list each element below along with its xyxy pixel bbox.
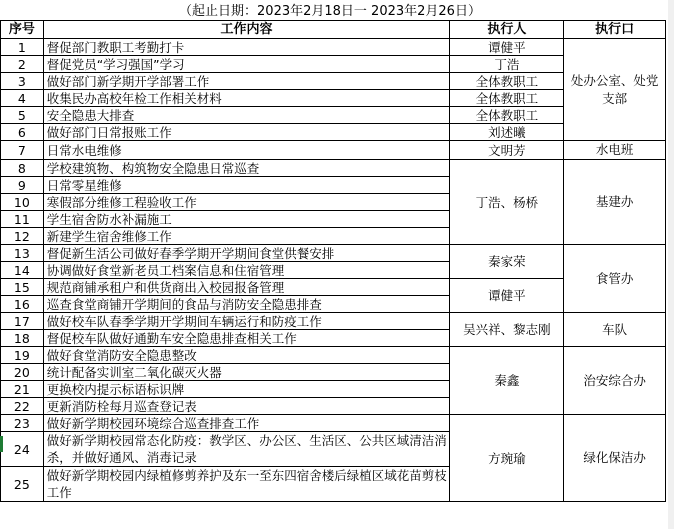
cell-exec[interactable]: 文明芳: [450, 141, 564, 160]
cell-exec[interactable]: 方琬瑜: [450, 415, 564, 502]
cell-seq[interactable]: 21: [1, 381, 44, 398]
cell-task[interactable]: 协调做好食堂新老员工档案信息和住宿管理: [43, 262, 450, 279]
cell-seq[interactable]: 3: [1, 73, 44, 90]
cell-exec[interactable]: 丁浩: [450, 56, 564, 73]
cell-seq[interactable]: 1: [1, 39, 44, 56]
cell-task[interactable]: 督促党员“学习强国”学习: [43, 56, 450, 73]
header-row: [1, 21, 666, 39]
cell-seq[interactable]: 22: [1, 398, 44, 415]
cell-exec[interactable]: 秦鑫: [450, 347, 564, 415]
cell-exec[interactable]: 全体教职工: [450, 107, 564, 124]
cell-exec[interactable]: 谭健平: [450, 279, 564, 313]
table-row: [1, 141, 666, 160]
table-row: [1, 245, 666, 262]
selected-row-marker: [0, 436, 3, 452]
cell-seq[interactable]: 25: [1, 467, 44, 502]
cell-task[interactable]: 更新消防栓每月巡查登记表: [43, 398, 450, 415]
cell-seq[interactable]: 24: [1, 432, 44, 467]
cell-task[interactable]: 做好新学期校园环境综合巡查排查工作: [43, 415, 450, 432]
cell-seq[interactable]: 6: [1, 124, 44, 141]
cell-seq[interactable]: 15: [1, 279, 44, 296]
cell-seq[interactable]: 20: [1, 364, 44, 381]
cell-task[interactable]: 规范商铺承租户和供货商出入校园报备管理: [43, 279, 450, 296]
cell-exec[interactable]: 全体教职工: [450, 90, 564, 107]
cell-exec[interactable]: 刘述曦: [450, 124, 564, 141]
cell-seq[interactable]: 11: [1, 211, 44, 228]
cell-unit[interactable]: 车队: [564, 313, 666, 347]
cell-exec[interactable]: 谭健平: [450, 39, 564, 56]
cell-task[interactable]: 督促部门教职工考勤打卡: [43, 39, 450, 56]
cell-seq[interactable]: 9: [1, 177, 44, 194]
cell-seq[interactable]: 4: [1, 90, 44, 107]
cell-task[interactable]: 做好新学期校园内绿植修剪养护及东一至东四宿舍楼后绿植区域花苗剪枝工作: [43, 467, 450, 502]
header-exec[interactable]: 执行人: [450, 21, 564, 39]
cell-task[interactable]: 新建学生宿舍维修工作: [43, 228, 450, 245]
cell-seq[interactable]: 2: [1, 56, 44, 73]
cell-seq[interactable]: 13: [1, 245, 44, 262]
cell-task[interactable]: 安全隐患大排查: [43, 107, 450, 124]
cell-unit[interactable]: 基建办: [564, 160, 666, 245]
cell-seq[interactable]: 5: [1, 107, 44, 124]
date-range-row: [0, 3, 674, 20]
cell-task[interactable]: 做好部门新学期开学部署工作: [43, 73, 450, 90]
cell-seq[interactable]: 23: [1, 415, 44, 432]
sheet-right-edge: [668, 0, 674, 529]
cell-task[interactable]: 做好食堂消防安全隐患整改: [43, 347, 450, 364]
table-row: [1, 160, 666, 177]
cell-task[interactable]: 日常零星维修: [43, 177, 450, 194]
table-row: [1, 347, 666, 364]
cell-seq[interactable]: 10: [1, 194, 44, 211]
cell-exec[interactable]: 全体教职工: [450, 73, 564, 90]
cell-task[interactable]: 做好部门日常报账工作: [43, 124, 450, 141]
cell-task[interactable]: 收集民办高校年检工作相关材料: [43, 90, 450, 107]
table-row: [1, 415, 666, 432]
cell-task[interactable]: 更换校内提示标语标识牌: [43, 381, 450, 398]
cell-task[interactable]: 统计配备实训室二氧化碳灭火器: [43, 364, 450, 381]
cell-unit[interactable]: 绿化保洁办: [564, 415, 666, 502]
cell-task[interactable]: 督促新生活公司做好春季学期开学期间食堂供餐安排: [43, 245, 450, 262]
cell-unit[interactable]: 处办公室、处党支部: [564, 39, 666, 141]
cell-task[interactable]: 督促校车队做好通勤车安全隐患排查相关工作: [43, 330, 450, 347]
table-row: [1, 39, 666, 56]
cell-exec[interactable]: 丁浩、杨桥: [450, 160, 564, 245]
cell-task[interactable]: 做好校车队春季学期开学期间车辆运行和防疫工作: [43, 313, 450, 330]
cell-exec[interactable]: 秦家荣: [450, 245, 564, 279]
cell-seq[interactable]: 19: [1, 347, 44, 364]
task-table: [0, 20, 666, 502]
cell-unit[interactable]: 治安综合办: [564, 347, 666, 415]
cell-task[interactable]: 日常水电维修: [43, 141, 450, 160]
cell-task[interactable]: 寒假部分维修工程验收工作: [43, 194, 450, 211]
cell-task[interactable]: 巡查食堂商铺开学期间的食品与消防安全隐患排查: [43, 296, 450, 313]
cell-seq[interactable]: 8: [1, 160, 44, 177]
header-task[interactable]: 工作内容: [43, 21, 450, 39]
cell-exec[interactable]: 吴兴祥、黎志刚: [450, 313, 564, 347]
cell-task[interactable]: 学生宿舍防水补漏施工: [43, 211, 450, 228]
header-unit[interactable]: 执行口: [564, 21, 666, 39]
cell-seq[interactable]: 12: [1, 228, 44, 245]
cell-seq[interactable]: 18: [1, 330, 44, 347]
cell-unit[interactable]: 水电班: [564, 141, 666, 160]
cell-task[interactable]: 做好新学期校园常态化防疫：教学区、办公区、生活区、公共区域清洁消杀，并做好通风、消毒记录: [43, 432, 450, 467]
date-range-text: （起止日期：2023年2月18日一 2023年2月26日）: [179, 4, 481, 19]
cell-seq[interactable]: 14: [1, 262, 44, 279]
cell-seq[interactable]: 16: [1, 296, 44, 313]
cell-seq[interactable]: 7: [1, 141, 44, 160]
table-row: [1, 313, 666, 330]
cell-task[interactable]: 学校建筑物、构筑物安全隐患日常巡查: [43, 160, 450, 177]
cell-unit[interactable]: 食管办: [564, 245, 666, 313]
header-seq[interactable]: 序号: [1, 21, 44, 39]
cell-seq[interactable]: 17: [1, 313, 44, 330]
